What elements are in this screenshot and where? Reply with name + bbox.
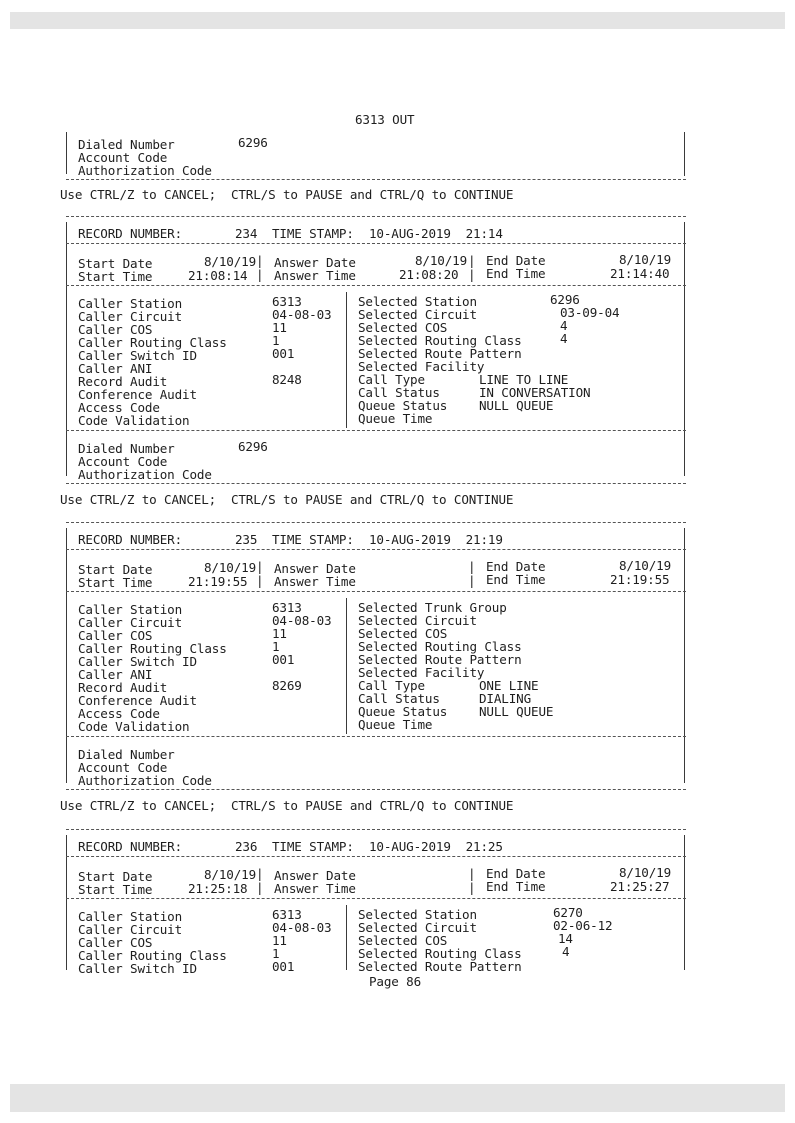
divider [66, 483, 686, 484]
authorization-code-label: Authorization Code [78, 773, 212, 788]
caller-station: 6313 [272, 907, 302, 922]
account-code-label: Account Code [78, 760, 168, 775]
caller-switch-id: 001 [272, 346, 295, 361]
divider [66, 736, 686, 737]
end-date-label: End Date [486, 253, 546, 268]
start-date: 8/10/19 [204, 560, 257, 575]
conference-audit-label: Conference Audit [78, 387, 197, 402]
selected-circuit-label: Selected Circuit [358, 307, 477, 322]
answer-date-label: Answer Date [274, 868, 356, 883]
authorization-code-label: Authorization Code [78, 163, 212, 178]
divider [66, 243, 686, 244]
conference-audit-label: Conference Audit [78, 693, 197, 708]
divider [66, 789, 686, 790]
answer-time-label: Answer Time [274, 268, 356, 283]
answer-time-label: Answer Time [274, 574, 356, 589]
selected-facility-label: Selected Facility [358, 665, 485, 680]
call-type: ONE LINE [479, 678, 539, 693]
caller-switch-id: 001 [272, 652, 295, 667]
caller-circuit-label: Caller Circuit [78, 922, 183, 937]
queue-time-label: Queue Time [358, 717, 433, 732]
divider [66, 829, 686, 830]
end-date: 8/10/19 [619, 252, 672, 267]
caller-cos-label: Caller COS [78, 935, 153, 950]
call-status-label: Call Status [358, 691, 440, 706]
caller-circuit: 04-08-03 [272, 613, 332, 628]
record-number-label: RECORD NUMBER: [78, 226, 183, 241]
time-stamp: 10-AUG-2019 21:19 [369, 532, 503, 547]
record-audit-label: Record Audit [78, 374, 168, 389]
control-line: Use CTRL/Z to CANCEL; CTRL/S to PAUSE and CTRL/Q to CONTINUE [60, 187, 514, 202]
separator: | [256, 253, 264, 268]
dialed-number-label: Dialed Number [78, 747, 175, 762]
answer-date-label: Answer Date [274, 255, 356, 270]
divider [66, 216, 686, 217]
caller-switch-id-label: Caller Switch ID [78, 654, 197, 669]
selected-route-pattern-label: Selected Route Pattern [358, 346, 522, 361]
selected-cos-label: Selected COS [358, 320, 448, 335]
queue-status: NULL QUEUE [479, 398, 554, 413]
caller-circuit-label: Caller Circuit [78, 309, 183, 324]
end-time: 21:25:27 [610, 879, 670, 894]
end-date: 8/10/19 [619, 558, 672, 573]
caller-switch-id-label: Caller Switch ID [78, 961, 197, 976]
page-header: 6313 OUT [355, 112, 415, 127]
authorization-code-label: Authorization Code [78, 467, 212, 482]
border-left [66, 132, 67, 174]
time-stamp: 10-AUG-2019 21:14 [369, 226, 503, 241]
border-left [66, 222, 67, 476]
divider [66, 856, 686, 857]
selected-routing-class-label: Selected Routing Class [358, 333, 522, 348]
caller-ani-label: Caller ANI [78, 667, 153, 682]
caller-cos-label: Caller COS [78, 628, 153, 643]
record-number: 236 [235, 839, 258, 854]
call-type-label: Call Type [358, 372, 425, 387]
queue-time-label: Queue Time [358, 411, 433, 426]
start-date: 8/10/19 [204, 867, 257, 882]
selected-circuit: 02-06-12 [553, 918, 613, 933]
answer-time: 21:08:20 [399, 267, 459, 282]
column-separator [346, 598, 347, 734]
account-code-label: Account Code [78, 150, 168, 165]
caller-station: 6313 [272, 600, 302, 615]
caller-routing-class-label: Caller Routing Class [78, 335, 227, 350]
record-audit-label: Record Audit [78, 680, 168, 695]
caller-cos-label: Caller COS [78, 322, 153, 337]
end-date-label: End Date [486, 559, 546, 574]
code-validation-label: Code Validation [78, 413, 190, 428]
page-footer: Page 86 [369, 974, 422, 989]
end-date-label: End Date [486, 866, 546, 881]
dialed-number-label: Dialed Number [78, 137, 175, 152]
divider [66, 591, 686, 592]
selected-route-pattern-label: Selected Route Pattern [358, 959, 522, 974]
divider [66, 430, 686, 431]
selected-circuit-label: Selected Circuit [358, 613, 477, 628]
answer-date-label: Answer Date [274, 561, 356, 576]
separator: | [256, 866, 264, 881]
call-type: LINE TO LINE [479, 372, 569, 387]
selected-route-pattern-label: Selected Route Pattern [358, 652, 522, 667]
start-time-label: Start Time [78, 882, 153, 897]
start-time: 21:08:14 [188, 268, 248, 283]
end-time-label: End Time [486, 266, 546, 281]
code-validation-label: Code Validation [78, 719, 190, 734]
caller-routing-class-label: Caller Routing Class [78, 948, 227, 963]
caller-switch-id: 001 [272, 959, 295, 974]
divider [66, 549, 686, 550]
call-type-label: Call Type [358, 678, 425, 693]
border-right [684, 222, 685, 476]
start-date-label: Start Date [78, 869, 153, 884]
selected-routing-class: 4 [560, 331, 568, 346]
record-audit: 8269 [272, 678, 302, 693]
access-code-label: Access Code [78, 400, 160, 415]
answer-time-label: Answer Time [274, 881, 356, 896]
start-date: 8/10/19 [204, 254, 257, 269]
queue-status-label: Queue Status [358, 704, 448, 719]
selected-cos-label: Selected COS [358, 933, 448, 948]
selected-station: 6270 [553, 905, 583, 920]
end-time: 21:19:55 [610, 572, 670, 587]
control-line: Use CTRL/Z to CANCEL; CTRL/S to PAUSE and CTRL/Q to CONTINUE [60, 798, 514, 813]
selected-station-label: Selected Station [358, 294, 477, 309]
start-time-label: Start Time [78, 269, 153, 284]
record-number: 234 [235, 226, 258, 241]
dialed-number-value: 6296 [238, 135, 268, 150]
caller-cos: 11 [272, 626, 287, 641]
caller-routing-class: 1 [272, 639, 280, 654]
caller-circuit-label: Caller Circuit [78, 615, 183, 630]
dialed-number-label: Dialed Number [78, 441, 175, 456]
caller-ani-label: Caller ANI [78, 361, 153, 376]
start-time: 21:25:18 [188, 881, 248, 896]
separator: | [468, 880, 476, 895]
caller-cos: 11 [272, 933, 287, 948]
caller-circuit: 04-08-03 [272, 307, 332, 322]
account-code-label: Account Code [78, 454, 168, 469]
queue-status: NULL QUEUE [479, 704, 554, 719]
caller-circuit: 04-08-03 [272, 920, 332, 935]
caller-routing-class-label: Caller Routing Class [78, 641, 227, 656]
divider [66, 285, 686, 286]
selected-trunk-group-label: Selected Trunk Group [358, 600, 507, 615]
start-date-label: Start Date [78, 256, 153, 271]
end-date: 8/10/19 [619, 865, 672, 880]
start-time-label: Start Time [78, 575, 153, 590]
control-line: Use CTRL/Z to CANCEL; CTRL/S to PAUSE and CTRL/Q to CONTINUE [60, 492, 514, 507]
column-separator [346, 292, 347, 428]
end-time: 21:14:40 [610, 266, 670, 281]
selected-circuit: 03-09-04 [560, 305, 620, 320]
selected-cos-label: Selected COS [358, 626, 448, 641]
separator: | [468, 573, 476, 588]
separator: | [468, 866, 476, 881]
border-left [66, 528, 67, 783]
queue-status-label: Queue Status [358, 398, 448, 413]
caller-station-label: Caller Station [78, 909, 183, 924]
selected-station: 6296 [550, 292, 580, 307]
end-time-label: End Time [486, 572, 546, 587]
selected-cos: 14 [558, 931, 573, 946]
selected-cos: 4 [560, 318, 568, 333]
caller-station: 6313 [272, 294, 302, 309]
selected-routing-class: 4 [562, 944, 570, 959]
answer-date: 8/10/19 [415, 253, 468, 268]
time-stamp-label: TIME STAMP: [272, 226, 354, 241]
selected-routing-class-label: Selected Routing Class [358, 639, 522, 654]
selected-facility-label: Selected Facility [358, 359, 485, 374]
start-date-label: Start Date [78, 562, 153, 577]
time-stamp-label: TIME STAMP: [272, 839, 354, 854]
selected-station-label: Selected Station [358, 907, 477, 922]
separator: | [256, 573, 264, 588]
record-number-label: RECORD NUMBER: [78, 839, 183, 854]
divider [66, 179, 686, 180]
caller-switch-id-label: Caller Switch ID [78, 348, 197, 363]
caller-routing-class: 1 [272, 333, 280, 348]
start-time: 21:19:55 [188, 574, 248, 589]
time-stamp: 10-AUG-2019 21:25 [369, 839, 503, 854]
call-status-label: Call Status [358, 385, 440, 400]
column-separator [346, 905, 347, 970]
border-right [684, 132, 685, 176]
separator: | [256, 267, 264, 282]
separator: | [468, 267, 476, 282]
call-status: IN CONVERSATION [479, 385, 591, 400]
dialed-number-value: 6296 [238, 439, 268, 454]
caller-station-label: Caller Station [78, 602, 183, 617]
caller-station-label: Caller Station [78, 296, 183, 311]
separator: | [468, 253, 476, 268]
access-code-label: Access Code [78, 706, 160, 721]
call-status: DIALING [479, 691, 532, 706]
divider [66, 522, 686, 523]
selected-routing-class-label: Selected Routing Class [358, 946, 522, 961]
border-right [684, 528, 685, 783]
selected-circuit-label: Selected Circuit [358, 920, 477, 935]
caller-routing-class: 1 [272, 946, 280, 961]
separator: | [256, 559, 264, 574]
time-stamp-label: TIME STAMP: [272, 532, 354, 547]
divider [66, 898, 686, 899]
separator: | [468, 559, 476, 574]
record-number: 235 [235, 532, 258, 547]
record-audit: 8248 [272, 372, 302, 387]
end-time-label: End Time [486, 879, 546, 894]
separator: | [256, 880, 264, 895]
caller-cos: 11 [272, 320, 287, 335]
record-number-label: RECORD NUMBER: [78, 532, 183, 547]
